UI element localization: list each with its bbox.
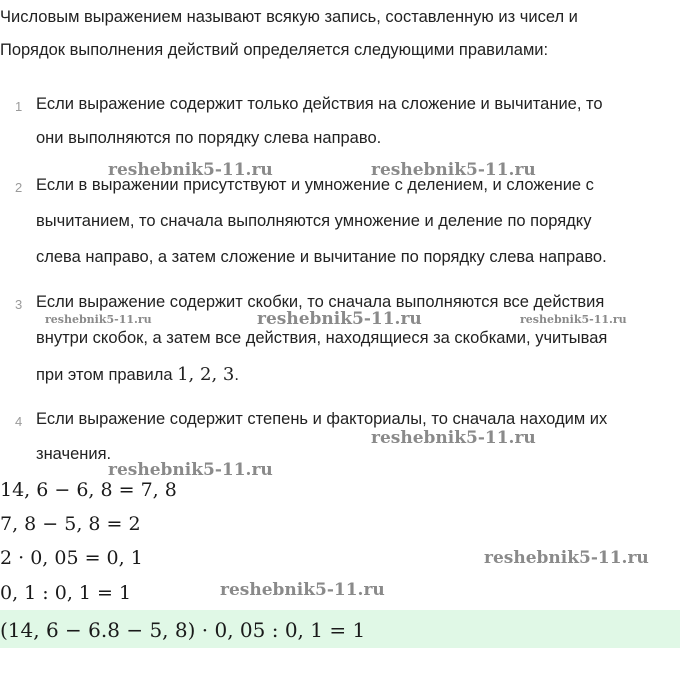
result-expression: (14, 6 − 6.8 − 5, 8) · 0, 05 : 0, 1 = 1 — [0, 618, 366, 642]
rule-3-math: 1, 2, 3 — [177, 364, 235, 385]
rule-1-line-1: Если выражение содержит только действия на сложение и вычитание, то — [36, 95, 603, 113]
rule-3-tail-end: . — [234, 366, 239, 384]
rule-2-line-1: Если в выражении присутствуют и умножение с делением, и сложение с — [36, 176, 594, 194]
calculation-1: 14, 6 − 6, 8 = 7, 8 — [0, 479, 177, 501]
watermark: reshebnik5-11.ru — [371, 160, 536, 180]
rule-4-line-1: Если выражение содержит степень и факториалы, то сначала находим их — [36, 410, 608, 428]
rule-4-line-2: значения. — [36, 445, 112, 463]
rule-number-2: 2 — [15, 180, 23, 195]
rule-3-line-2: внутри скобок, а затем все действия, находящиеся за скобками, учитывая — [36, 329, 608, 347]
rule-number-1: 1 — [15, 99, 23, 114]
calculation-4: 0, 1 : 0, 1 = 1 — [0, 582, 132, 604]
watermark: reshebnik5-11.ru — [108, 460, 273, 480]
rule-3-line-1: Если выражение содержит скобки, то сначала выполняются все действия — [36, 293, 605, 311]
watermark: reshebnik5-11.ru — [484, 548, 649, 568]
calculation-3: 2 · 0, 05 = 0, 1 — [0, 547, 143, 569]
rule-number-3: 3 — [15, 297, 23, 312]
watermark: reshebnik5-11.ru — [45, 313, 152, 326]
rule-1-line-2: они выполняются по порядку слева направо. — [36, 129, 382, 147]
watermark: reshebnik5-11.ru — [220, 580, 385, 600]
watermark: reshebnik5-11.ru — [520, 313, 627, 326]
watermark: reshebnik5-11.ru — [371, 428, 536, 448]
rule-3-line-3 — [36, 364, 239, 385]
watermark: reshebnik5-11.ru — [257, 309, 422, 329]
rule-3-line-3-text: при этом правила — [36, 366, 178, 384]
watermark: reshebnik5-11.ru — [108, 160, 273, 180]
intro-line-1: Числовым выражением называют всякую запись, составленную из чисел и — [0, 8, 578, 26]
calculation-2: 7, 8 − 5, 8 = 2 — [0, 513, 141, 535]
intro-line-2: Порядок выполнения действий определяется следующими правилами: — [0, 41, 549, 59]
rule-number-4: 4 — [15, 414, 23, 429]
rule-2-line-2: вычитанием, то сначала выполняются умножение и деление по порядку — [36, 212, 592, 230]
rule-2-line-3: слева направо, а затем сложение и вычитание по порядку слева направо. — [36, 248, 607, 266]
